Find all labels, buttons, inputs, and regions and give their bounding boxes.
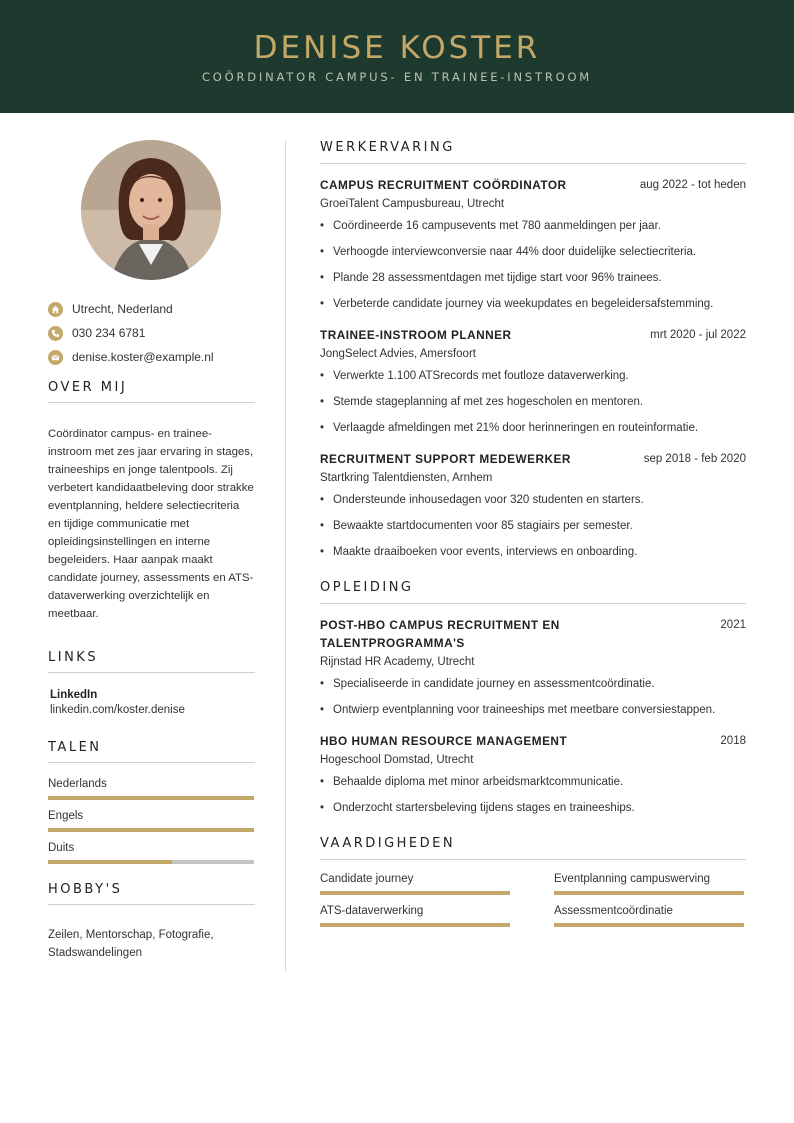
skill-label: Eventplanning campuswerving xyxy=(554,873,710,885)
skill-bar xyxy=(554,923,744,927)
skills-heading: VAARDIGHEDEN xyxy=(320,836,746,860)
bullet-item: • Onderzocht startersbeleving tijdens stages en traineeships. xyxy=(320,800,746,816)
address-text: Utrecht, Nederland xyxy=(72,302,173,316)
languages-section xyxy=(48,740,255,854)
education-date: 2018 xyxy=(720,735,746,747)
bullet-item: • Specialiseerde in candidate journey en assessmentcoördinatie. xyxy=(320,676,746,692)
bullet-item: • Plande 28 assessmentdagen met tijdige start voor 96% trainees. xyxy=(320,270,746,286)
email-icon xyxy=(48,350,63,365)
skill-bar xyxy=(320,891,510,895)
education-entry xyxy=(320,616,746,728)
links-heading: LINKS xyxy=(48,650,255,673)
contact-list xyxy=(48,297,255,369)
bullet-item: • Ondersteunde inhousedagen voor 320 studenten en starters. xyxy=(320,492,746,508)
experience-heading: WERKERVARING xyxy=(320,140,746,164)
about-text: Coördinator campus- en trainee-instroom met zes jaar ervaring in stages, traineeships en jonge talentpools. Zij verbetert kandidaatbeleving door strakke eventplanning, heldere selectiecriteria en tijdige communicatie met opleidingsinstellingen en interne begeleiders. Haar aanpak maakt candidate journey, assessments en ATS-dataverwerking overzichtelijk en meetbaar. xyxy=(48,428,254,620)
bullet-item: • Verwerkte 1.100 ATSrecords met foutloze dataverwerking. xyxy=(320,368,746,384)
job-date: sep 2018 - feb 2020 xyxy=(643,453,746,465)
language-level-bar xyxy=(48,796,254,800)
education-institution: Rijnstad HR Academy, Utrecht xyxy=(320,656,475,668)
job-organization: JongSelect Advies, Amersfoort xyxy=(320,348,476,360)
job-title: TRAINEE-INSTROOM PLANNER xyxy=(320,328,512,342)
about-heading: OVER MIJ xyxy=(48,380,255,403)
bullet-item: • Ontwierp eventplanning voor traineeships met meetbare conversiestappen. xyxy=(320,702,746,718)
job-bullets xyxy=(320,492,746,560)
resume-header xyxy=(0,0,794,113)
job-bullets xyxy=(320,368,746,436)
education-entry xyxy=(320,732,746,826)
phone-icon xyxy=(48,326,63,341)
job-entry xyxy=(320,176,746,322)
language-level-fill xyxy=(48,796,254,800)
candidate-job-title: COÖRDINATOR CAMPUS- EN TRAINEE-INSTROOM xyxy=(201,70,593,84)
bullet-item: • Verlaagde afmeldingen met 21% door herinneringen en routeinformatie. xyxy=(320,420,746,436)
skills-section xyxy=(320,836,746,860)
language-label: Duits xyxy=(48,842,75,854)
job-date: mrt 2020 - jul 2022 xyxy=(650,329,746,341)
skill-bar xyxy=(554,891,744,895)
job-entry xyxy=(320,326,746,446)
language-level-fill xyxy=(48,828,254,832)
language-label: Nederlands xyxy=(48,778,107,790)
language-level-fill xyxy=(48,860,172,864)
candidate-name: DENISE KOSTER xyxy=(253,30,541,66)
skill-label: Candidate journey xyxy=(320,873,414,885)
about-section xyxy=(48,380,255,623)
language-level-bar xyxy=(48,860,254,864)
email-text[interactable]: denise.koster@example.nl xyxy=(72,350,214,364)
bullet-item: • Stemde stageplanning af met zes hogescholen en mentoren. xyxy=(320,394,746,410)
education-section xyxy=(320,580,746,604)
bullet-item: • Coördineerde 16 campusevents met 780 aanmeldingen per jaar. xyxy=(320,218,746,234)
skill-label: Assessmentcoördinatie xyxy=(554,905,673,917)
education-institution: Hogeschool Domstad, Utrecht xyxy=(320,754,474,766)
job-title: RECRUITMENT SUPPORT MEDEWERKER xyxy=(320,452,571,466)
education-heading: OPLEIDING xyxy=(320,580,746,604)
contact-phone xyxy=(48,321,255,345)
education-title xyxy=(320,616,560,652)
bullet-item: • Verbeterde candidate journey via weekupdates en begeleidersafstemming. xyxy=(320,296,746,312)
hobbies-text: Zeilen, Mentorschap, Fotografie, Stadswandelingen xyxy=(48,929,214,959)
education-title-line: TALENTPROGRAMMA'S xyxy=(320,636,465,650)
job-date: aug 2022 - tot heden xyxy=(639,179,746,191)
education-title: HBO HUMAN RESOURCE MANAGEMENT xyxy=(320,734,568,748)
job-organization: Startkring Talentdiensten, Arnhem xyxy=(320,472,493,484)
hobbies-heading: HOBBY'S xyxy=(48,882,255,905)
hobbies-section xyxy=(48,882,255,962)
job-title: CAMPUS RECRUITMENT COÖRDINATOR xyxy=(320,178,567,192)
job-bullets xyxy=(320,218,746,312)
linkedin-label: LinkedIn xyxy=(50,689,98,701)
skill-bar xyxy=(320,923,510,927)
job-organization: GroeiTalent Campusbureau, Utrecht xyxy=(320,198,505,210)
bullet-item: • Verhoogde interviewconversie naar 44% door duidelijke selectiecriteria. xyxy=(320,244,746,260)
links-section xyxy=(48,650,255,716)
phone-text: 030 234 6781 xyxy=(72,326,146,340)
language-label: Engels xyxy=(48,810,84,822)
experience-section xyxy=(320,140,746,164)
bullet-item: • Maakte draaiboeken voor events, interviews en onboarding. xyxy=(320,544,746,560)
education-date: 2021 xyxy=(720,619,746,631)
contact-email xyxy=(48,345,255,369)
education-bullets xyxy=(320,774,746,816)
contact-address xyxy=(48,297,255,321)
education-bullets xyxy=(320,676,746,718)
education-title-line: POST-HBO CAMPUS RECRUITMENT EN xyxy=(320,618,560,632)
linkedin-link[interactable]: linkedin.com/koster.denise xyxy=(50,704,185,716)
bullet-item: • Bewaakte startdocumenten voor 85 stagiairs per semester. xyxy=(320,518,746,534)
languages-heading: TALEN xyxy=(48,740,255,763)
skill-label: ATS-dataverwerking xyxy=(320,905,424,917)
language-level-bar xyxy=(48,828,254,832)
home-icon xyxy=(48,302,63,317)
job-entry xyxy=(320,450,746,570)
bullet-item: • Behaalde diploma met minor arbeidsmarktcommunicatie. xyxy=(320,774,746,790)
profile-photo xyxy=(81,140,221,280)
column-divider xyxy=(285,140,286,972)
